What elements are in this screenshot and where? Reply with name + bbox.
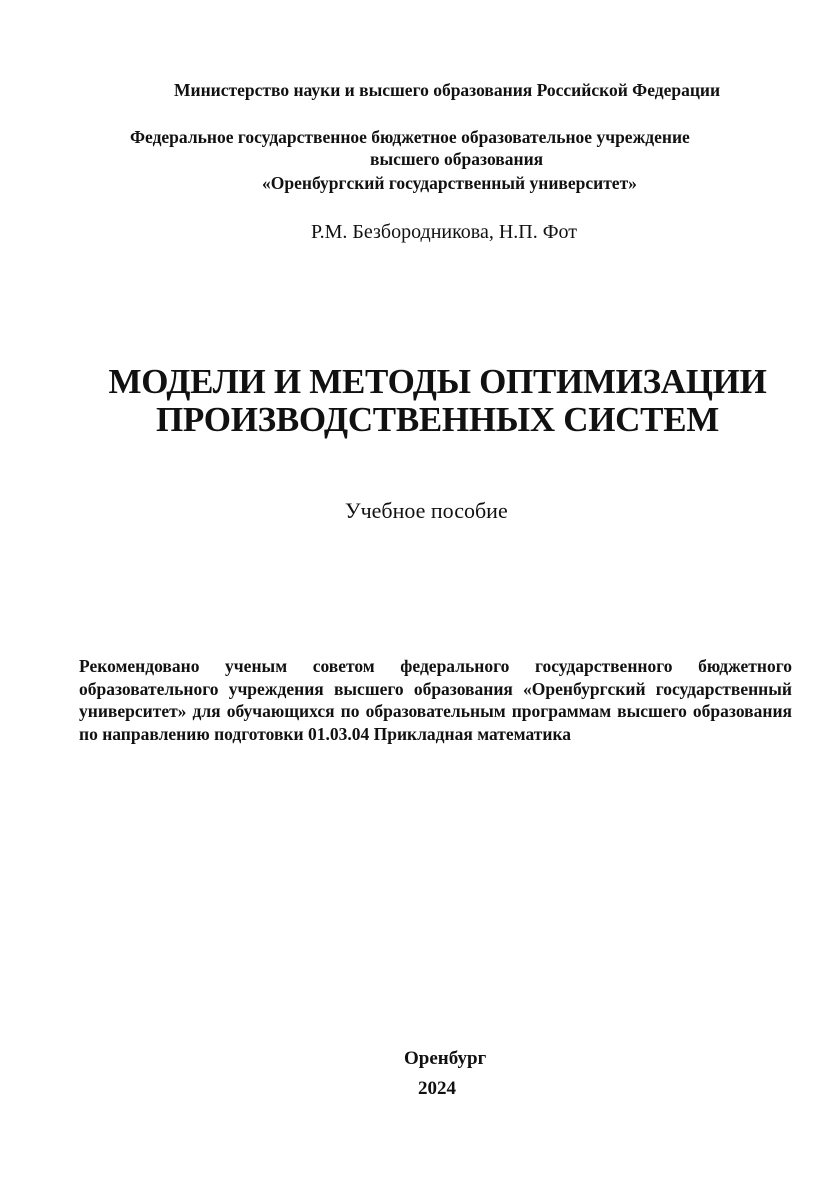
book-title-line-1: МОДЕЛИ И МЕТОДЫ ОПТИМИЗАЦИИ: [108, 362, 767, 401]
organization-line-3: «Оренбургский государственный университет»: [262, 173, 637, 193]
ministry-heading: Министерство науки и высшего образования Российской Федерации: [174, 80, 721, 100]
authors: Р.М. Безбородникова, Н.П. Фот: [311, 221, 578, 243]
publication-year: 2024: [418, 1078, 456, 1099]
publication-type: Учебное пособие: [345, 498, 508, 523]
organization-line-1: Федеральное государственное бюджетное образовательное учреждение: [130, 127, 690, 147]
book-title-line-2: ПРОИЗВОДСТВЕННЫХ СИСТЕМ: [156, 400, 719, 439]
organization-line-2: высшего образования: [370, 149, 544, 169]
publication-city: Оренбург: [404, 1048, 487, 1069]
recommendation-text: Рекомендовано ученым советом федерального государственного бюджетного образовательного учреждения высшего образования «Оренбургский государственный университет» для обучающихся по образовательным программам высшего образования по направлению подготовки 01.03.04 Прикладная математика: [79, 656, 792, 744]
